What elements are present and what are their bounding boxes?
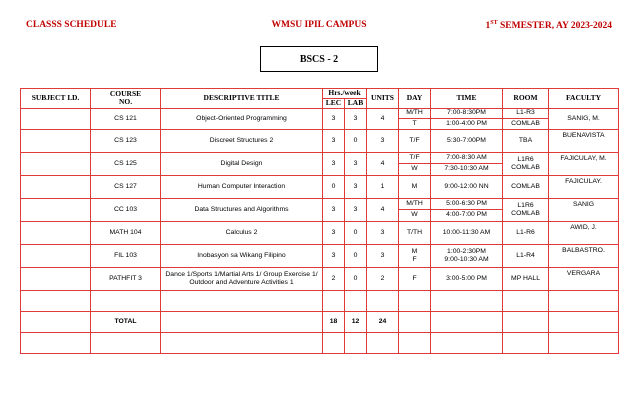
day-line: M/TH bbox=[399, 109, 430, 120]
time-cell: 5:30-7:00PM bbox=[431, 129, 503, 152]
empty-cell bbox=[399, 290, 431, 311]
room-cell: MP HALL bbox=[503, 267, 549, 290]
day-line: T/F bbox=[399, 154, 430, 165]
lab-cell: 3 bbox=[345, 152, 367, 175]
day-line: W bbox=[411, 210, 418, 218]
col-course-no-line1: COURSE bbox=[109, 88, 142, 98]
col-lec: LEC bbox=[323, 99, 345, 109]
subject-id-cell bbox=[21, 129, 91, 152]
empty-cell bbox=[345, 290, 367, 311]
col-day: DAY bbox=[399, 89, 431, 109]
table-row bbox=[21, 244, 619, 267]
faculty-cell: AWID, J. bbox=[549, 221, 619, 244]
room-cell: TBA bbox=[503, 129, 549, 152]
time-line: 1:00-2:30PM bbox=[447, 247, 486, 255]
semester-ordinal: ST bbox=[490, 20, 498, 26]
time-cell bbox=[431, 198, 503, 221]
room-cell: L1-R4 bbox=[503, 244, 549, 267]
faculty-cell: FAJICULAY. bbox=[549, 175, 619, 198]
room-line: L1R6 bbox=[517, 201, 534, 209]
table-row bbox=[21, 198, 619, 221]
units-cell: 4 bbox=[367, 198, 399, 221]
semester-rest: SEMESTER, AY 2023-2024 bbox=[497, 21, 612, 32]
empty-cell bbox=[161, 290, 323, 311]
units-cell: 3 bbox=[367, 221, 399, 244]
empty-cell bbox=[323, 290, 345, 311]
lec-cell: 2 bbox=[323, 267, 345, 290]
faculty-cell: SANIG, M. bbox=[549, 108, 619, 129]
course-no-cell: CS 127 bbox=[91, 175, 161, 198]
empty-cell bbox=[503, 332, 549, 353]
lab-cell: 0 bbox=[345, 267, 367, 290]
subject-id-cell bbox=[21, 221, 91, 244]
col-faculty: FACULTY bbox=[549, 89, 619, 109]
faculty-cell: SANIG bbox=[549, 198, 619, 221]
col-units: UNITS bbox=[367, 89, 399, 109]
day-cell bbox=[399, 152, 431, 175]
semester-heading bbox=[486, 20, 612, 31]
col-subject-id: SUBJECT I.D. bbox=[21, 89, 91, 109]
time-line: 5:00-6:30 PM bbox=[431, 200, 502, 211]
campus-heading: WMSU IPIL CAMPUS bbox=[271, 20, 367, 30]
empty-cell bbox=[549, 290, 619, 311]
empty-cell bbox=[367, 332, 399, 353]
lab-cell: 3 bbox=[345, 108, 367, 129]
units-cell: 3 bbox=[367, 244, 399, 267]
room-cell bbox=[503, 108, 549, 129]
time-cell bbox=[431, 244, 503, 267]
day-cell: T/F bbox=[399, 129, 431, 152]
title-cell: Calculus 2 bbox=[161, 221, 323, 244]
faculty-cell: BUENAVISTA bbox=[549, 129, 619, 152]
empty-cell bbox=[21, 332, 91, 353]
empty-cell bbox=[21, 290, 91, 311]
units-cell: 2 bbox=[367, 267, 399, 290]
col-time: TIME bbox=[431, 89, 503, 109]
subject-id-cell bbox=[21, 267, 91, 290]
room-cell: COMLAB bbox=[503, 175, 549, 198]
title-cell: Inobasyon sa Wikang Filipino bbox=[161, 244, 323, 267]
time-line: 7:00-8:30 AM bbox=[431, 154, 502, 165]
empty-cell bbox=[399, 311, 431, 332]
day-line: T bbox=[412, 119, 417, 127]
total-row bbox=[21, 311, 619, 332]
lec-cell: 3 bbox=[323, 244, 345, 267]
day-line: F bbox=[412, 255, 417, 263]
empty-cell bbox=[549, 311, 619, 332]
time-line: 7:30-10:30 AM bbox=[444, 164, 489, 172]
col-room: ROOM bbox=[503, 89, 549, 109]
total-label: TOTAL bbox=[91, 311, 161, 332]
day-cell bbox=[399, 108, 431, 129]
lab-cell: 0 bbox=[345, 221, 367, 244]
lab-cell: 0 bbox=[345, 129, 367, 152]
room-line: L1-R3 bbox=[503, 109, 548, 120]
subject-id-cell bbox=[21, 198, 91, 221]
time-cell: 3:00-5:00 PM bbox=[431, 267, 503, 290]
schedule-table bbox=[20, 88, 619, 354]
course-no-cell: FIL 103 bbox=[91, 244, 161, 267]
col-hrs-week: Hrs./week bbox=[323, 89, 367, 99]
day-cell: T/TH bbox=[399, 221, 431, 244]
room-line: COMLAB bbox=[511, 119, 540, 127]
empty-cell bbox=[161, 332, 323, 353]
room-cell: L1-R6 bbox=[503, 221, 549, 244]
lec-cell: 3 bbox=[323, 198, 345, 221]
course-no-cell: CC 103 bbox=[91, 198, 161, 221]
lec-cell: 3 bbox=[323, 221, 345, 244]
col-descriptive-title: DESCRIPTIVE TITLE bbox=[161, 89, 323, 109]
faculty-cell: FAJICULAY, M. bbox=[549, 152, 619, 175]
empty-cell bbox=[431, 332, 503, 353]
empty-cell bbox=[91, 290, 161, 311]
empty-cell bbox=[431, 311, 503, 332]
table-row bbox=[21, 175, 619, 198]
empty-cell bbox=[399, 332, 431, 353]
title-cell: Digital Design bbox=[161, 152, 323, 175]
time-cell bbox=[431, 108, 503, 129]
table-row bbox=[21, 152, 619, 175]
units-cell: 4 bbox=[367, 108, 399, 129]
lec-cell: 3 bbox=[323, 108, 345, 129]
lec-cell: 3 bbox=[323, 129, 345, 152]
empty-cell bbox=[503, 311, 549, 332]
day-cell: M bbox=[399, 175, 431, 198]
day-line: M bbox=[411, 247, 418, 255]
time-line: 7:00-8:30PM bbox=[431, 109, 502, 120]
room-cell bbox=[503, 198, 549, 221]
title-cell: Object-Oriented Programming bbox=[161, 108, 323, 129]
table-row bbox=[21, 221, 619, 244]
table-row bbox=[21, 129, 619, 152]
units-cell: 3 bbox=[367, 129, 399, 152]
empty-cell bbox=[91, 332, 161, 353]
lec-cell: 3 bbox=[323, 152, 345, 175]
time-cell: 10:00-11:30 AM bbox=[431, 221, 503, 244]
day-cell bbox=[399, 198, 431, 221]
table-row bbox=[21, 108, 619, 129]
empty-cell bbox=[549, 332, 619, 353]
day-line: W bbox=[411, 164, 418, 172]
title-cell: Human Computer Interaction bbox=[161, 175, 323, 198]
course-no-cell: CS 123 bbox=[91, 129, 161, 152]
course-no-cell: CS 121 bbox=[91, 108, 161, 129]
col-course-no-line2: NO. bbox=[118, 97, 133, 107]
room-cell bbox=[503, 152, 549, 175]
course-no-cell: PATHFIT 3 bbox=[91, 267, 161, 290]
col-lab: LAB bbox=[345, 99, 367, 109]
time-line: 9:00-10:30 AM bbox=[444, 255, 489, 263]
title-cell: Discreet Structures 2 bbox=[161, 129, 323, 152]
empty-cell bbox=[161, 311, 323, 332]
total-lab: 12 bbox=[345, 311, 367, 332]
empty-row bbox=[21, 290, 619, 311]
lab-cell: 0 bbox=[345, 244, 367, 267]
subject-id-cell bbox=[21, 244, 91, 267]
section-label: BSCS - 2 bbox=[260, 46, 378, 72]
faculty-cell: BALBASTRO. bbox=[549, 244, 619, 267]
faculty-cell: VERGARA bbox=[549, 267, 619, 290]
empty-cell bbox=[431, 290, 503, 311]
lec-cell: 0 bbox=[323, 175, 345, 198]
title-cell: Dance 1/Sports 1/Martial Arts 1/ Group Exercise 1/ Outdoor and Adventure Activities 1 bbox=[161, 267, 323, 290]
semester-number: 1 bbox=[485, 21, 491, 32]
lab-cell: 3 bbox=[345, 175, 367, 198]
units-cell: 1 bbox=[367, 175, 399, 198]
empty-cell bbox=[345, 332, 367, 353]
time-cell: 9:00-12:00 NN bbox=[431, 175, 503, 198]
day-cell bbox=[399, 244, 431, 267]
day-cell: F bbox=[399, 267, 431, 290]
empty-cell bbox=[503, 290, 549, 311]
empty-cell bbox=[21, 311, 91, 332]
subject-id-cell bbox=[21, 175, 91, 198]
lab-cell: 3 bbox=[345, 198, 367, 221]
time-line: 1:00-4:00 PM bbox=[446, 119, 487, 127]
units-cell: 4 bbox=[367, 152, 399, 175]
col-course-no bbox=[91, 89, 161, 109]
course-no-cell: CS 125 bbox=[91, 152, 161, 175]
room-line: L1R6 bbox=[517, 155, 534, 163]
empty-cell bbox=[323, 332, 345, 353]
empty-cell bbox=[367, 290, 399, 311]
title-cell: Data Structures and Algorithms bbox=[161, 198, 323, 221]
room-line: COMLAB bbox=[511, 209, 540, 217]
subject-id-cell bbox=[21, 152, 91, 175]
table-row bbox=[21, 267, 619, 290]
time-line: 4:00-7:00 PM bbox=[446, 210, 487, 218]
total-units: 24 bbox=[367, 311, 399, 332]
room-line: COMLAB bbox=[511, 163, 540, 171]
day-line: M/TH bbox=[399, 200, 430, 211]
schedule-heading: CLASSS SCHEDULE bbox=[26, 20, 117, 30]
time-cell bbox=[431, 152, 503, 175]
subject-id-cell bbox=[21, 108, 91, 129]
empty-row bbox=[21, 332, 619, 353]
course-no-cell: MATH 104 bbox=[91, 221, 161, 244]
total-lec: 18 bbox=[323, 311, 345, 332]
